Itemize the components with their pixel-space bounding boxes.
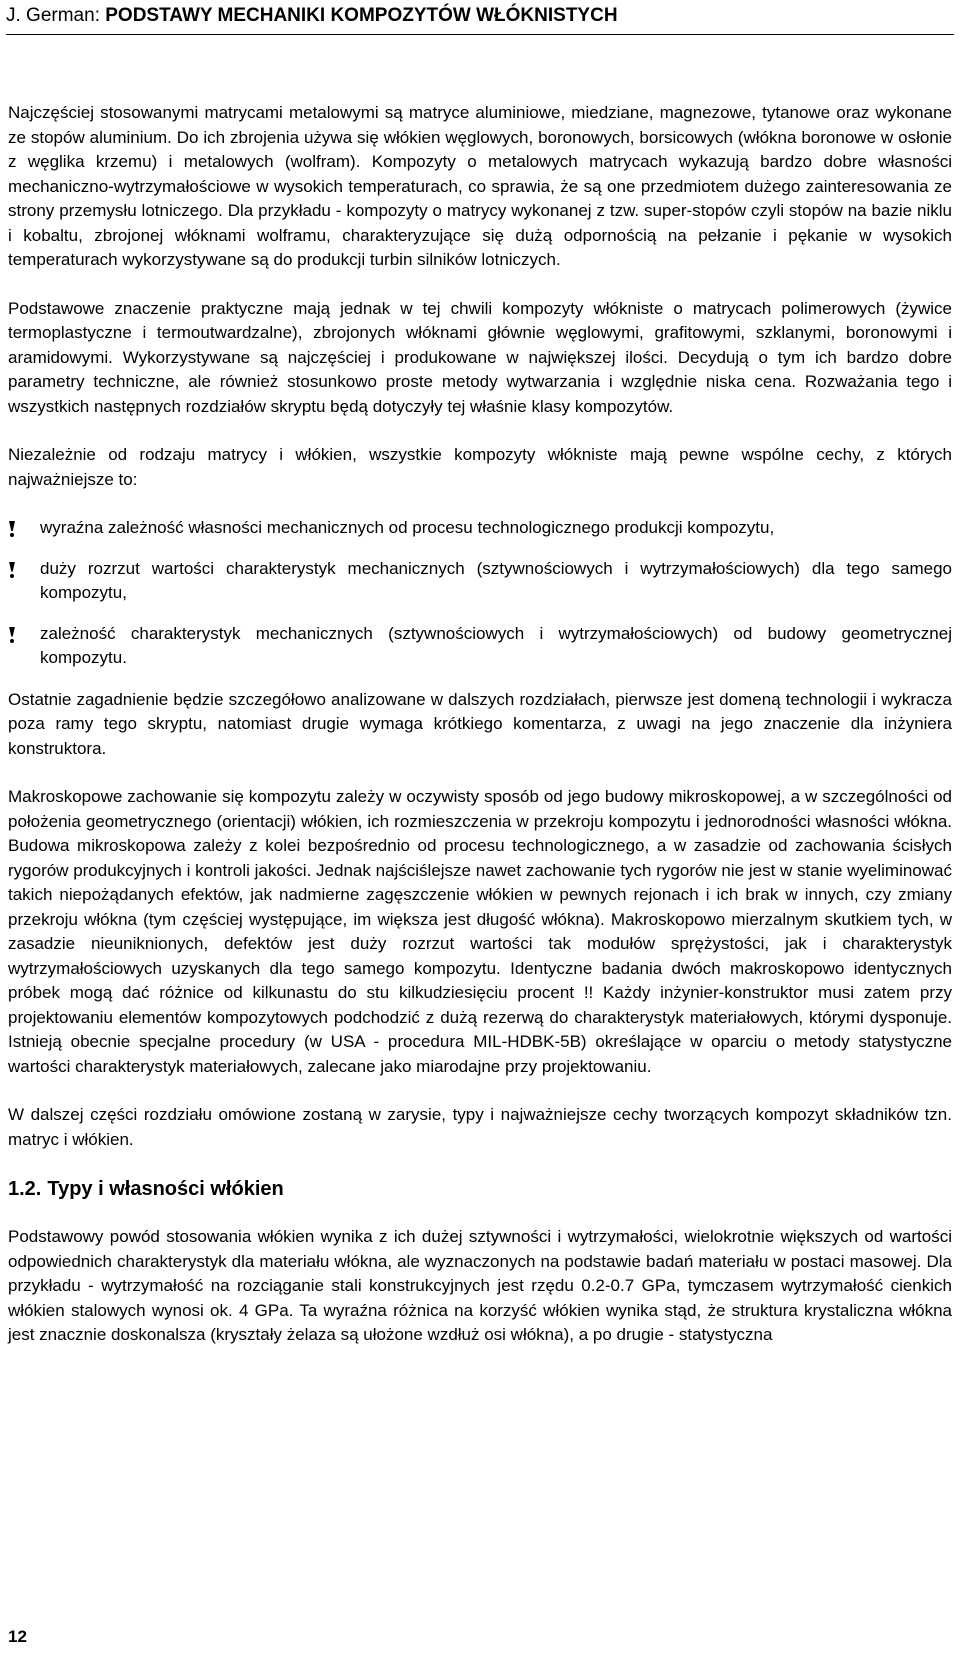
- list-item-text: wyraźna zależność własności mechanicznych od procesu technologicznego produkcji kompozytu,: [40, 518, 775, 537]
- features-list: [8, 516, 952, 671]
- section-title: Typy i własności włókien: [47, 1178, 284, 1200]
- list-item: [8, 516, 952, 541]
- list-item: [8, 557, 952, 606]
- paragraph-polymer-matrices: Podstawowe znaczenie praktyczne mają jednak w tej chwili kompozyty włókniste o matrycach polimerowych (żywice termoplastyczne i termoutwardzalne), zbrojonych włóknami głównie węglowymi, grafitowymi, szklanymi, boronowymi i aramidowymi. Wykorzystywane są najczęściej i produkowane w największej ilości. Decydują o tym ich bardzo dobre parametry techniczne, ale również stosunkowo proste metody wytwarzania i względnie niska cena. Rozważania tego i wszystkich następnych rozdziałów skryptu będą dotyczyły tej właśnie klasy kompozytów.: [8, 298, 952, 416]
- document-body: [8, 101, 952, 1372]
- list-item-text: zależność charakterystyk mechanicznych (sztywnościowych i wytrzymałościowych) od budowy geometrycznej kompozytu.: [40, 623, 952, 667]
- list-item: [8, 622, 952, 671]
- exclamation-bullet-icon: [9, 521, 15, 537]
- page-header: [6, 4, 954, 35]
- page-number: 12: [8, 1627, 27, 1646]
- paragraph-common-features: Niezależnie od rodzaju matrycy i włókien, wszystkie kompozyty włókniste mają pewne wspólne cechy, z których najważniejsze to:: [8, 445, 952, 489]
- exclamation-bullet-icon: [9, 562, 15, 578]
- exclamation-bullet-icon: [9, 627, 15, 643]
- paragraph-last-issue: Ostatnie zagadnienie będzie szczegółowo analizowane w dalszych rozdziałach, pierwsze jest domeną technologii i wykracza poza ramy tego skryptu, natomiast drugie wymaga krótkiego komentarza, z uwagi na jego znaczenie dla inżyniera konstruktora.: [8, 689, 952, 758]
- paragraph-macroscopic-behaviour: Makroskopowe zachowanie się kompozytu zależy w oczywisty sposób od jego budowy mikroskopowej, a w szczególności od położenia geometrycznego (orientacji) włókien, ich rozmieszczenia w przekroju kompozytu i jednorodności własności włókna. Budowa mikroskopowa zależy z kolei bezpośrednio od procesu technologicznego, a w zasadzie od zachowania ścisłych rygorów produkcyjnych i kontroli jakości. Jednak najściślejsze nawet zachowanie tych rygorów nie jest w stanie wyeliminować takich niepożądanych efektów, jak nadmierne zagęszczenie włókien w pewnych rejonach i ich brak w innych, czy zmiany przekroju włókna (tym częściej występujące, im większa jest długość włókna). Makroskopowo mierzalnym skutkiem tych, w zasadzie nieuniknionych, defektów jest duży rozrzut wartości tak modułów sprężystości, jak i charakterystyk wytrzymałościowych uzyskanych dla tego samego kompozytu. Identyczne badania dwóch makroskopowo identycznych próbek mogą dać różnice od kilkunastu do stu kilkudziesięciu procent !! Każdy inżynier-konstruktor musi zatem przy projektowaniu elementów kompozytowych podchodzić z dużą rezerwą do charakterystyk materiałowych, którymi dysponuje. Istnieją obecnie specjalne procedury (w USA - procedura MIL-HDBK-5B) określające w oparciu o metody statystyczne wartości charakterystyk materiałowych, zalecane jako miarodajne przy projektowaniu.: [8, 787, 952, 1076]
- list-item-text: duży rozrzut wartości charakterystyk mechanicznych (sztywnościowych i wytrzymałościowych) dla tego samego kompozytu,: [40, 558, 952, 602]
- header-title: PODSTAWY MECHANIKI KOMPOZYTÓW WŁÓKNISTYCH: [105, 5, 618, 26]
- paragraph-fiber-reason: Podstawowy powód stosowania włókien wynika z ich dużej sztywności i wytrzymałości, wielokrotnie większych od wartości odpowiednich charakterystyk dla materiału włókna, ale wyznaczonych na podstawie badań materiału w postaci masowej. Dla przykładu - wytrzymałość na rozciąganie stali konstrukcyjnych jest rzędu 0.2-0.7 GPa, tymczasem wytrzymałość cienkich włókien stalowych wynosi ok. 4 GPa. Ta wyraźna różnica na korzyść włókien wynika stąd, że struktura krystaliczna włókna jest znacznie doskonalsza (kryształy żelaza są ułożone wzdłuż osi włókna), a po drugie - statystyczna: [8, 1227, 952, 1344]
- section-number: 1.2.: [8, 1178, 42, 1200]
- header-author: J. German:: [6, 5, 106, 26]
- section-heading: [8, 1176, 952, 1202]
- paragraph-further-part: W dalszej części rozdziału omówione zostaną w zarysie, typy i najważniejsze cechy tworzących kompozyt składników tzn. matryc i włókien.: [8, 1105, 952, 1149]
- paragraph-metal-matrices: Najczęściej stosowanymi matrycami metalowymi są matryce aluminiowe, miedziane, magnezowe, tytanowe oraz wykonane ze stopów aluminium. Do ich zbrojenia używa się włókien węglowych, boronowych, borsicowych (włókna boronowe w osłonie z węglika krzemu) i metalowych (wolfram). Kompozyty o metalowych matrycach wykazują bardzo dobre własności mechaniczno-wytrzymałościowe w wysokich temperaturach, co sprawia, że są one przedmiotem dużego zainteresowania ze strony przemysłu lotniczego. Dla przykładu - kompozyty o matrycy wykonanej z tzw. super-stopów czyli stopów na bazie niklu i kobaltu, zbrojonej włóknami wolframu, charakteryzujące się dużą odpornością na pełzanie i pękanie w wysokich temperaturach wykorzystywane są do produkcji turbin silników lotniczych.: [8, 103, 952, 269]
